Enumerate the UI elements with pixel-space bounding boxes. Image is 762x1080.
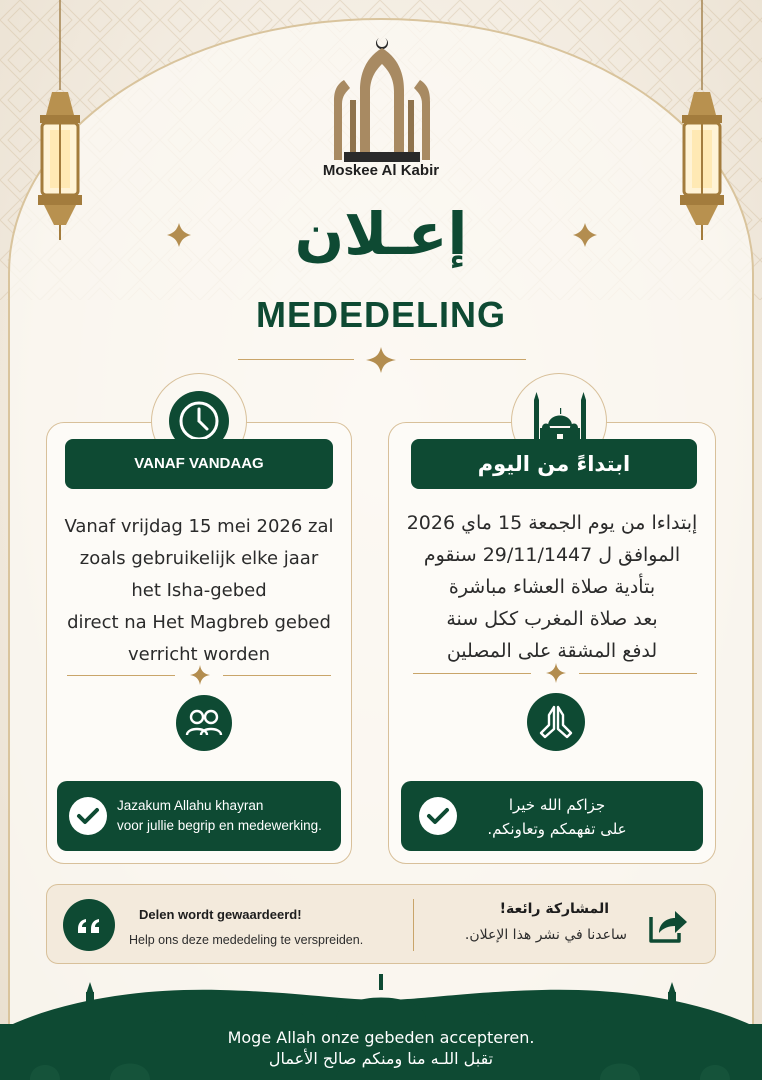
title-dutch: MEDEDELING — [255, 294, 506, 335]
praying-hands-icon — [527, 693, 585, 751]
thanks-line: على تفهمكم وتعاونكم. — [487, 820, 627, 838]
share-title: Delen wordt gewaardeerd! — [139, 907, 302, 922]
text-line: Vanaf vrijdag 15 mei 2026 zal — [64, 516, 334, 537]
text-line: verricht worden — [127, 644, 271, 665]
text-line: بعد صلاة المغرب ككل سنة — [446, 608, 658, 630]
thanks-text — [461, 793, 653, 841]
thanks-box — [57, 781, 341, 851]
divider-line — [410, 359, 526, 360]
thanks-line: Jazakum Allahu khayran — [117, 798, 264, 813]
separator — [413, 899, 414, 951]
card-header: ابتداءً من اليوم — [411, 439, 697, 489]
people-icon — [176, 695, 232, 751]
divider-line — [223, 675, 331, 676]
divider-line — [67, 675, 175, 676]
divider-line — [413, 673, 531, 674]
check-icon — [69, 797, 107, 835]
ornament-icon — [364, 345, 398, 375]
title-arabic: إعـلان — [294, 200, 468, 268]
thanks-box — [401, 781, 703, 851]
text-line: الموافق ل 29/11/1447 سنقوم — [423, 544, 681, 566]
text-line: het Isha-gebed — [131, 580, 267, 601]
footer-arabic: تقبل اللـه منا ومنكم صالح الأعمال — [268, 1049, 494, 1068]
divider-line — [238, 359, 354, 360]
check-icon — [419, 797, 457, 835]
share-title-arabic: المشاركة رائعة! — [499, 901, 609, 917]
thanks-line: voor jullie begrip en medewerking. — [117, 818, 322, 833]
share-text-arabic: ساعدنا في نشر هذا الإعلان. — [464, 927, 627, 943]
text-line: لدفع المشقة على المصلين — [446, 640, 658, 662]
footer-dutch: Moge Allah onze gebeden accepteren. — [227, 1028, 535, 1047]
text-line: zoals gebruikelijk elke jaar — [79, 548, 319, 569]
announcement-text — [53, 511, 345, 671]
text-line: إبتداءا من يوم الجمعة 15 ماي 2026 — [406, 512, 698, 534]
text-line: بتأدية صلاة العشاء مباشرة — [448, 576, 656, 598]
share-icon — [645, 903, 691, 947]
text-line: direct na Het Magbreb gebed — [67, 612, 331, 633]
logo-name: Moskee Al Kabir — [322, 162, 440, 179]
quote-icon — [63, 899, 115, 951]
announcement-text — [393, 507, 711, 667]
ornament-icon — [189, 664, 211, 686]
card-header: VANAF VANDAAG — [65, 439, 333, 489]
arabic-announcement-card — [388, 422, 716, 864]
thanks-text — [117, 796, 322, 836]
divider-line — [579, 673, 697, 674]
share-text: Help ons deze mededeling te verspreiden. — [129, 933, 364, 947]
share-banner — [46, 884, 716, 964]
thanks-line: جزاكم الله خيرا — [508, 796, 606, 814]
ornament-icon — [545, 662, 567, 684]
dutch-announcement-card — [46, 422, 352, 864]
